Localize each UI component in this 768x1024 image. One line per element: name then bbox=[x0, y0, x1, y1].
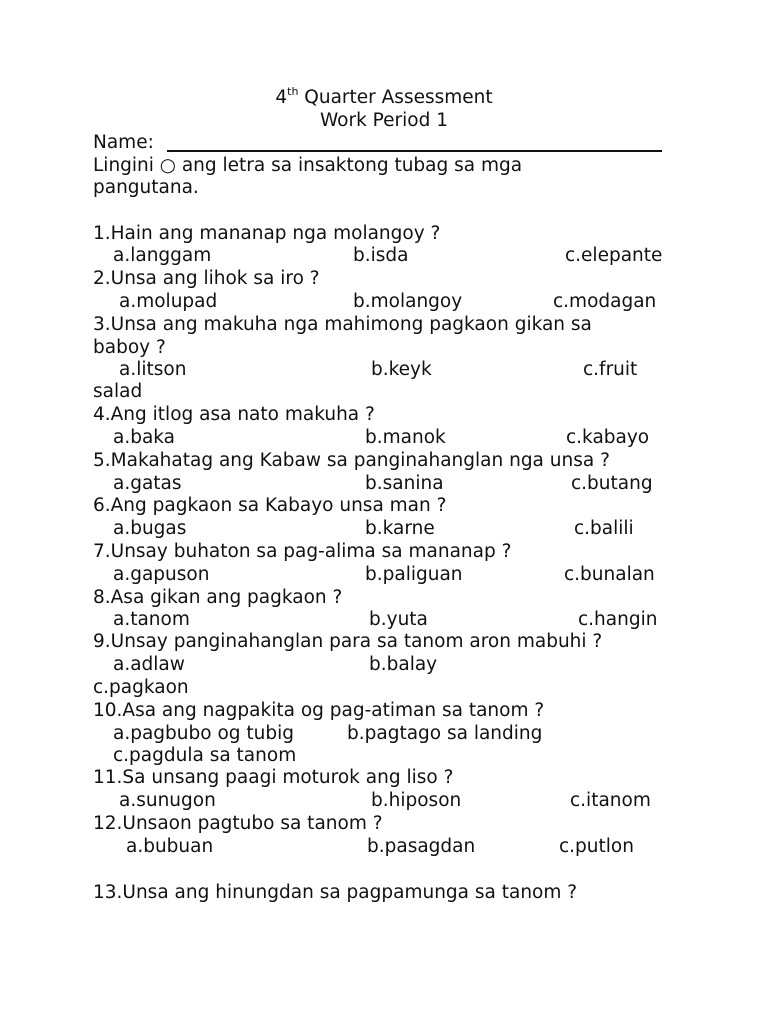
question-3: 3.Unsa ang makuha nga mahimong pagkaon gikan sa bbox=[93, 314, 592, 335]
q12-choice-a: a.bubuan bbox=[126, 836, 214, 857]
q11-choice-b: b.hiposon bbox=[371, 790, 462, 811]
q6-choice-c: c.balili bbox=[574, 518, 634, 539]
q9-choice-a: a.adlaw bbox=[113, 654, 185, 675]
q11-choice-a: a.sunugon bbox=[119, 790, 216, 811]
q7-choice-b: b.paliguan bbox=[365, 564, 463, 585]
q8-choice-c: c.hangin bbox=[578, 609, 658, 630]
assessment-title bbox=[0, 84, 768, 109]
question-13: 13.Unsa ang hinungdan sa pagpamunga sa tanom ? bbox=[93, 882, 578, 903]
q3-choice-c: c.fruit bbox=[583, 359, 638, 380]
question-11: 11.Sa unsang paagi moturok ang liso ? bbox=[93, 767, 454, 788]
question-6: 6.Ang pagkaon sa Kabayo unsa man ? bbox=[93, 495, 447, 516]
q3-choice-b: b.keyk bbox=[371, 359, 432, 380]
q9-choice-c: c.pagkaon bbox=[93, 677, 189, 698]
q4-choice-a: a.baka bbox=[113, 427, 176, 448]
q4-choice-c: c.kabayo bbox=[566, 427, 650, 448]
q1-choice-c: c.elepante bbox=[565, 245, 663, 266]
q8-choice-b: b.yuta bbox=[369, 609, 428, 630]
question-1: 1.Hain ang mananap nga molangoy ? bbox=[93, 223, 441, 244]
q7-choice-c: c.bunalan bbox=[564, 564, 655, 585]
q11-choice-c: c.itanom bbox=[570, 790, 651, 811]
q2-choice-c: c.modagan bbox=[553, 291, 657, 312]
q1-choice-b: b.isda bbox=[353, 245, 409, 266]
instructions-line-1: Lingini ○ ang letra sa insaktong tubag sa mga bbox=[93, 155, 523, 176]
question-5: 5.Makahatag ang Kabaw sa panginahanglan nga unsa ? bbox=[93, 450, 610, 471]
q5-choice-c: c.butang bbox=[571, 473, 653, 494]
q10-choice-b: b.pagtago sa landing bbox=[347, 723, 543, 744]
question-2: 2.Unsa ang lihok sa iro ? bbox=[93, 268, 320, 289]
q10-choice-a: a.pagbubo og tubig bbox=[113, 723, 294, 744]
q12-choice-c: c.putlon bbox=[559, 836, 634, 857]
question-12: 12.Unsaon pagtubo sa tanom ? bbox=[93, 813, 383, 834]
question-7: 7.Unsay buhaton sa pag-alima sa mananap ? bbox=[93, 541, 512, 562]
quarter-superscript: th bbox=[287, 84, 299, 98]
question-8: 8.Asa gikan ang pagkaon ? bbox=[93, 587, 343, 608]
work-period-subtitle: Work Period 1 bbox=[319, 110, 449, 131]
q6-choice-a: a.bugas bbox=[113, 518, 187, 539]
name-label: Name: bbox=[93, 132, 154, 153]
q3-choice-c-cont: salad bbox=[93, 381, 143, 402]
q10-choice-c: c.pagdula sa tanom bbox=[113, 745, 297, 766]
question-10: 10.Asa ang nagpakita og pag-atiman sa tanom ? bbox=[93, 700, 545, 721]
question-4: 4.Ang itlog asa nato makuha ? bbox=[93, 404, 375, 425]
q1-choice-a: a.langgam bbox=[113, 245, 212, 266]
q2-choice-a: a.molupad bbox=[119, 291, 218, 312]
q5-choice-b: b.sanina bbox=[365, 473, 444, 494]
q8-choice-a: a.tanom bbox=[113, 609, 190, 630]
quarter-title-text: Quarter Assessment bbox=[298, 87, 493, 108]
q12-choice-b: b.pasagdan bbox=[367, 836, 476, 857]
quarter-number: 4 bbox=[275, 87, 288, 108]
q7-choice-a: a.gapuson bbox=[113, 564, 210, 585]
name-blank-line bbox=[167, 150, 662, 152]
q5-choice-a: a.gatas bbox=[113, 473, 182, 494]
question-9: 9.Unsay panginahanglan para sa tanom aron mabuhi ? bbox=[93, 631, 603, 652]
q3-choice-a: a.litson bbox=[119, 359, 187, 380]
q2-choice-b: b.molangoy bbox=[353, 291, 463, 312]
q4-choice-b: b.manok bbox=[365, 427, 446, 448]
q6-choice-b: b.karne bbox=[365, 518, 435, 539]
q9-choice-b: b.balay bbox=[369, 654, 438, 675]
question-3-cont: baboy ? bbox=[93, 337, 166, 358]
instructions-line-2: pangutana. bbox=[93, 177, 199, 198]
